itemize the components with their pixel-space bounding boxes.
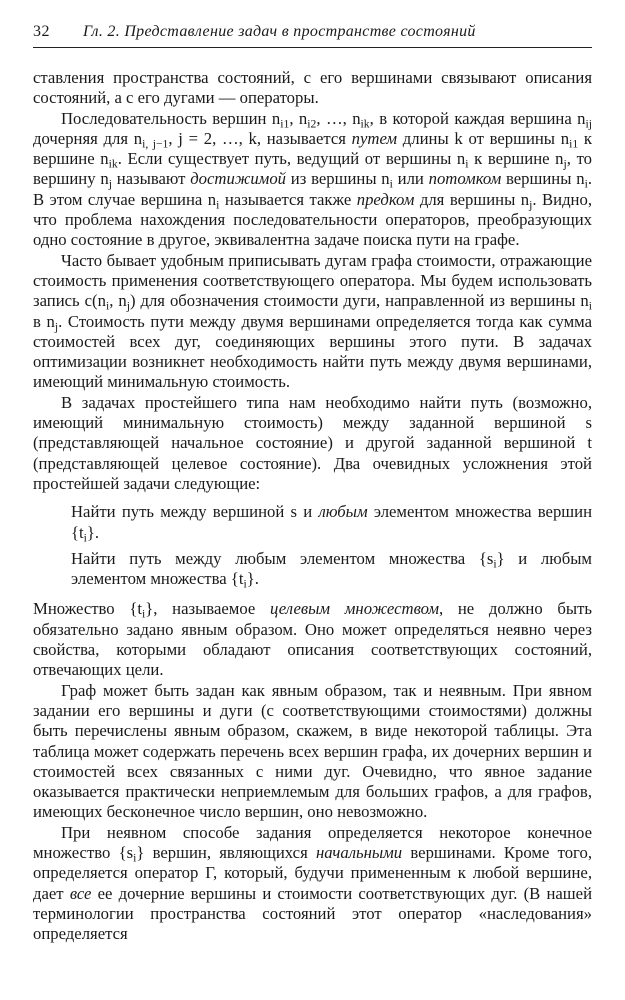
- problem-statement-2: Найти путь между любым элементом множества $\{s_i\}$ и любым элементом множества $\{t_i\}$.: [71, 548, 592, 591]
- paragraph-4: В задачах простейшего типа нам необходимо найти путь (возможно, имеющий минимальную стоимость) между заданной вершиной s (представляющей начальное состояние) и другой заданной вершиной t (представляющей целевое состояние). Два очевидных усложнения этой простейшей задачи следующие:: [33, 392, 592, 493]
- paragraph-5: Множество $\{t_i\}$, называемое целевым множеством, не должно быть обязательно задано явным образом. Оно может определяться неявно через свойства, которыми обладают описания соответствующих состояний, отвечающих цели.: [33, 599, 592, 680]
- term-reachable: достижимой: [190, 169, 287, 189]
- paragraph-1: ставления пространства состояний, с его вершинами связывают описания состояний, а с его дугами — операторы.: [33, 68, 592, 108]
- page-header: [33, 0, 592, 48]
- term-path: путем: [351, 128, 398, 148]
- term-any: любым: [318, 502, 368, 522]
- running-title: Гл. 2. Представление задач в пространстве состояний: [83, 23, 476, 40]
- page-number: 32: [33, 23, 50, 40]
- paragraph-2: Последовательность вершин $n_{i1}$, $n_{i2}$, …, $n_{ik}$, в которой каждая вершина $n_{ij}$ дочерняя для $n_{i, j-1}$, j = 2, …, k, называется путем длины k от вершины $n_{i1}$ к вершине $n_{ik}$. Если существует путь, ведущий от вершины $n_i$ к вершине $n_j$, то вершину $n_j$ называют достижимой из вершины $n_i$ или потомком вершины $n_i$. В этом случае вершина $n_i$ называется также предком для вершины $n_j$. Видно, что проблема нахождения последовательности операторов, преобразующих одно состояние в другое, эквивалентна задаче поиска пути на графе.: [33, 108, 593, 250]
- term-descendant: потомком: [428, 169, 502, 189]
- paragraph-6: Граф может быть задан как явным образом, так и неявным. При явном задании его вершины и дуги (с соответствующими стоимостями) должны быть перечислены явным образом, скажем, в виде некоторой таблицы. Эта таблица может содержать перечень всех вершин графа, их дочерних вершин и стоимостей всех связанных с ними дуг. Очевидно, что явное задание оказывается практически неприемлемым для больших графов, а для графов, имеющих бесконечное число вершин, оно невозможно.: [33, 680, 592, 822]
- term-initial: начальными: [316, 842, 403, 862]
- paragraph-3: Часто бывает удобным приписывать дугам графа стоимости, отражающие стоимость применения соответствующего оператора. Мы будем использовать запись $c(n_i$, $n_j$) для обозначения стоимости дуги, направленной из вершины $n_i$ в $n_j$. Стоимость пути между двумя вершинами определяется тогда как сумма стоимостей всех дуг, соединяющих вершины этого пути. В задачах оптимизации возникнет необходимость найти путь между двумя вершинами, имеющий минимальную стоимость.: [33, 250, 592, 392]
- paragraph-7: При неявном способе задания определяется некоторое конечное множество $\{s_i\}$ вершин, являющихся начальными вершинами. Кроме того, определяется оператор Г, который, будучи примененным к любой вершине, дает все ее дочерние вершины и стоимости соответствующих дуг. (В нашей терминологии пространства состояний этот оператор «наследования» определяется: [33, 822, 592, 944]
- problem-statement-1: Найти путь между вершиной s и любым элементом множества вершин $\{t_i\}$.: [71, 502, 592, 545]
- term-all: все: [69, 883, 92, 903]
- term-goal-set: целевым множеством: [270, 599, 439, 619]
- page-body: [33, 68, 592, 944]
- term-ancestor: предком: [356, 189, 415, 209]
